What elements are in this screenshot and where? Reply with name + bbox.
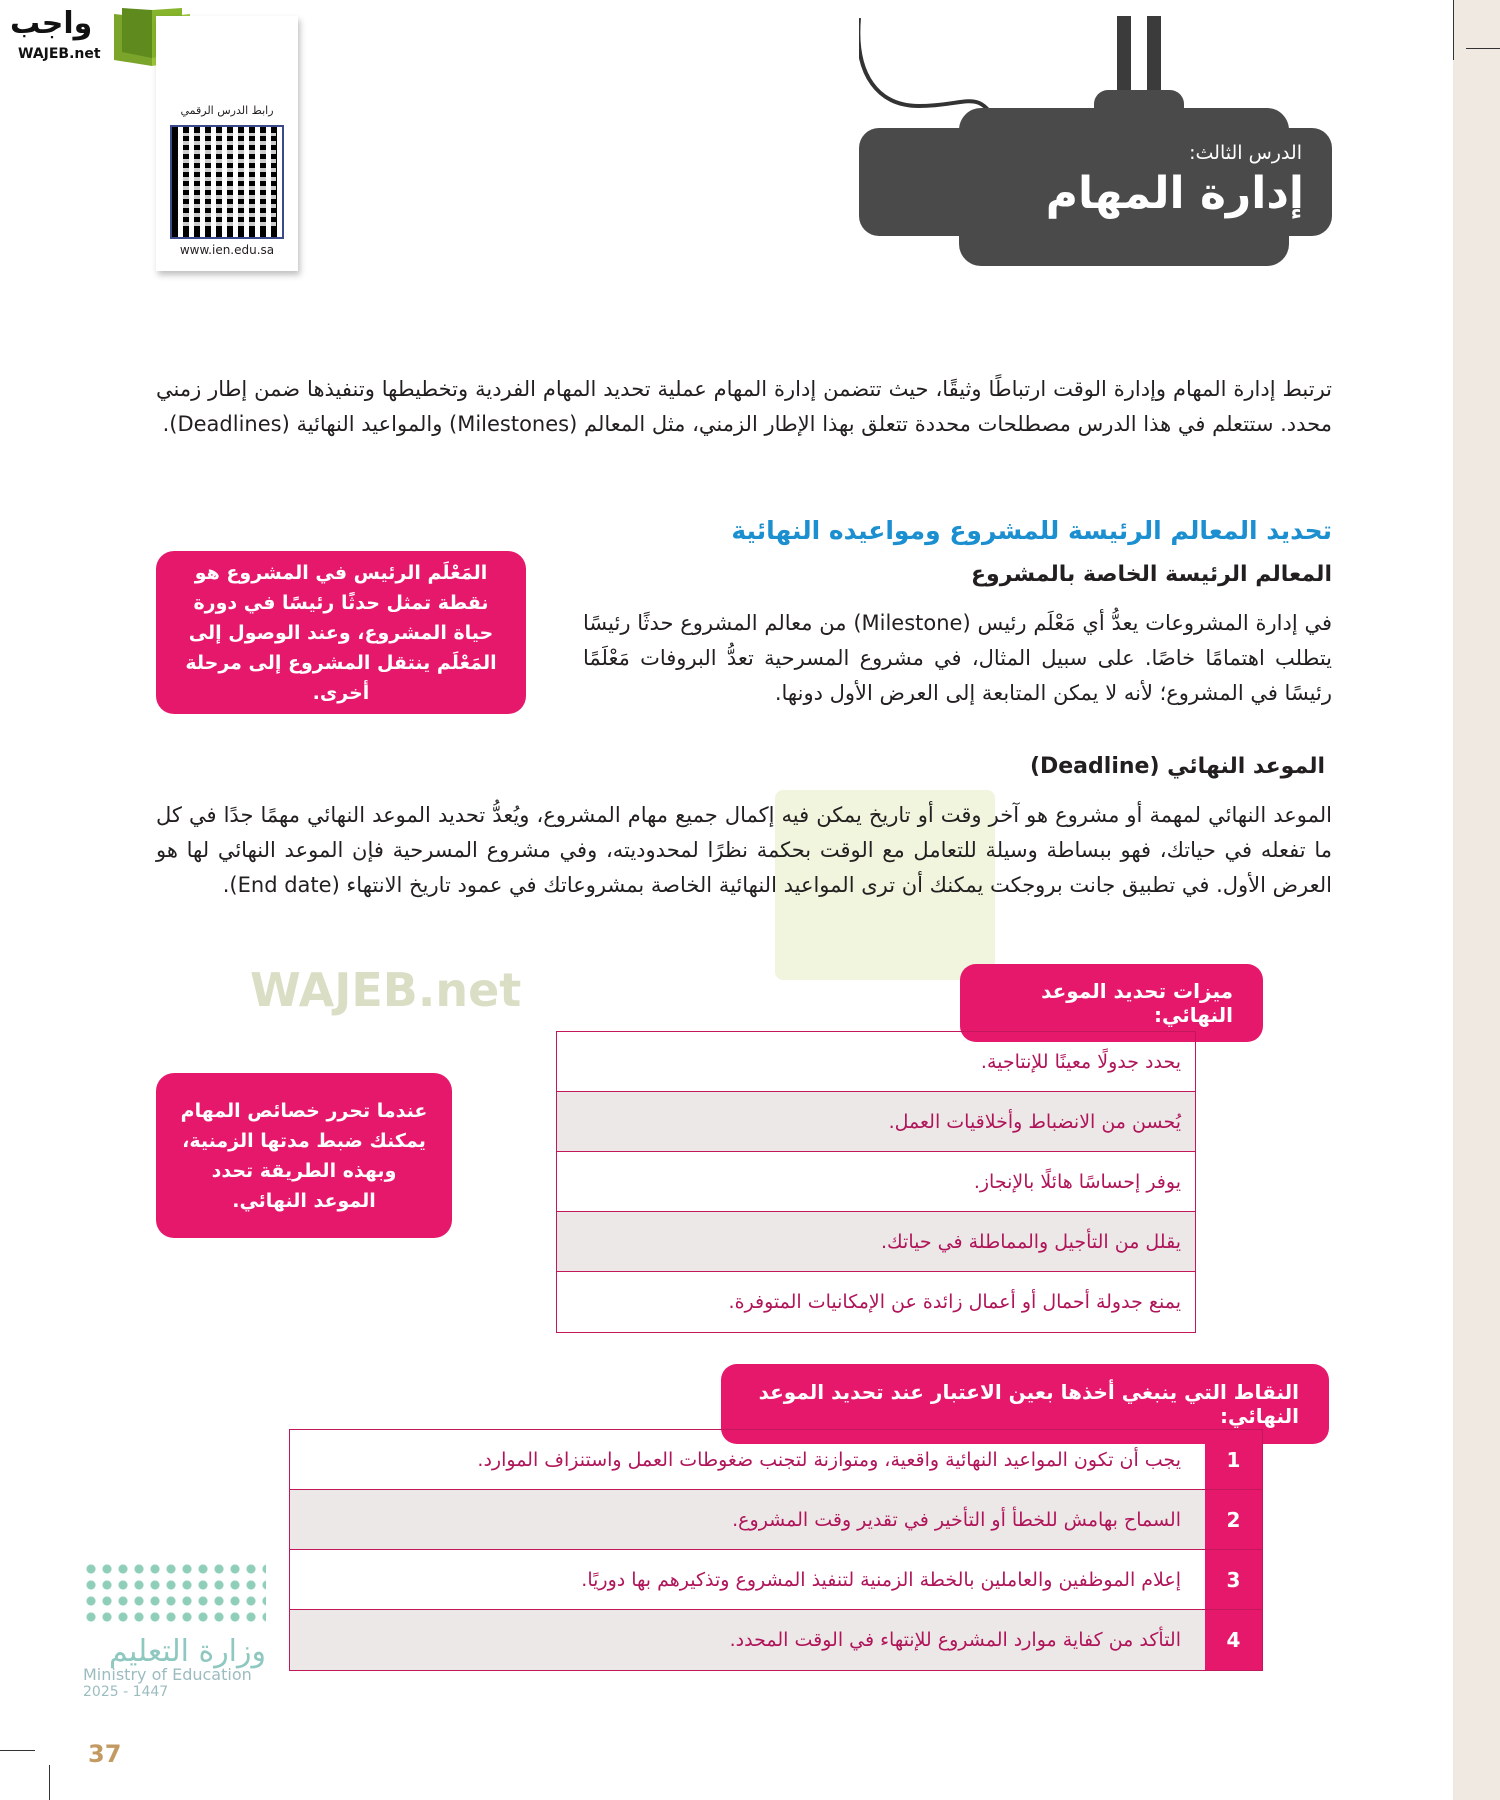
deadline-paragraph: الموعد النهائي لمهمة أو مشروع هو آخر وقت أو تاريخ يمكن فيه إكمال جميع مهام المشروع، ويُعدُّ تحديد الموعد النهائي مهمًا جدًا في كل ما تفعله في حياتك، فهو ببساطة وسيلة للتعامل مع الوقت بحكمة نظرًا لمحدوديته، وفي مشروع المسرحية فإن الموعد النهائي لها هو العرض الأول. في تطبيق جانت بروجكت يمكنك أن ترى المواعيد النهائية الخاصة بمشروعاتك في عمود تاريخ الانتهاء (End date). (156, 803, 1332, 897)
milestones-heading: المعالم الرئيسة الخاصة بالمشروع (970, 562, 1332, 587)
edition-year: 2025 - 1447 (83, 1684, 169, 1700)
row-text: السماح بهامش للخطأ أو التأخير في تقدير وقت المشروع. (732, 1508, 1181, 1531)
table-row (290, 1430, 1262, 1490)
ministry-name-ar: وزارة التعليم (108, 1634, 266, 1669)
milestones-paragraph: في إدارة المشروعات يعدُّ أي مَعْلَم رئيس (Milestone) من معالم المشروع حدثًا رئيسًا يتطلب اهتمامًا خاصًا. على سبيل المثال، في مشروع المسرحية تعدُّ البروفات مَعْلَمًا رئيسًا في المشروع؛ لأنه لا يمكن المتابعة إلى العرض الأول دونها. (583, 611, 1332, 705)
ministry-dots-icon (83, 1561, 266, 1626)
page-margin-strip (1453, 0, 1500, 1800)
row-text: التأكد من كفاية موارد المشروع للإنتهاء في الوقت المحدد. (729, 1629, 1181, 1651)
lesson-number: الدرس الثالث: (1189, 142, 1302, 164)
logo-text: واجب (10, 6, 93, 41)
crop-mark (1453, 0, 1454, 60)
benefits-title: ميزات تحديد الموعد النهائي: (960, 964, 1263, 1042)
qr-label: رابط الدرس الرقمي (180, 104, 274, 117)
list-item: يقلل من التأجيل والمماطلة في حياتك. (557, 1212, 1195, 1272)
table-row (290, 1490, 1262, 1550)
considerations-title: النقاط التي ينبغي أخذها بعين الاعتبار عند تحديد الموعد النهائي: (721, 1364, 1329, 1444)
ministry-logo (83, 1561, 266, 1731)
lesson-title: إدارة المهام (1045, 168, 1304, 219)
qr-code-icon[interactable] (170, 125, 284, 239)
table-row (290, 1610, 1262, 1670)
list-item: يوفر إحساسًا هائلًا بالإنجاز. (557, 1152, 1195, 1212)
section-heading: تحديد المعالم الرئيسة للمشروع ومواعيده النهائية (731, 516, 1332, 545)
row-text: يجب أن تكون المواعيد النهائية واقعية، ومتوازنة لتجنب ضغوطات العمل واستنزاف الموارد. (477, 1448, 1181, 1471)
watermark-text: WAJEB.net (250, 963, 522, 1017)
row-number: 2 (1205, 1490, 1262, 1549)
row-number: 1 (1205, 1430, 1262, 1489)
milestone-definition-note: المَعْلَم الرئيس في المشروع هو نقطة تمثل حدثًا رئيسًا في دورة حياة المشروع، وعند الوصول إلى المَعْلَم ينتقل المشروع إلى مرحلة أخرى. (156, 551, 526, 714)
logo-latin: WAJEB.net (18, 46, 101, 62)
list-item: يحدد جدولًا معينًا للإنتاجية. (557, 1032, 1195, 1092)
ministry-name-en: Ministry of Education (83, 1665, 252, 1684)
row-text: إعلام الموظفين والعاملين بالخطة الزمنية لتنفيذ المشروع وتذكيرهم بها دوريًا. (581, 1568, 1181, 1591)
lesson-title-block (859, 16, 1332, 266)
list-item: يُحسن من الانضباط وأخلاقيات العمل. (557, 1092, 1195, 1152)
benefits-table (556, 1031, 1196, 1333)
row-number: 4 (1205, 1610, 1262, 1670)
task-properties-note: عندما تحرر خصائص المهام يمكنك ضبط مدتها الزمنية، وبهذه الطريقة تحدد الموعد النهائي. (156, 1073, 452, 1238)
page-number: 37 (88, 1740, 122, 1768)
considerations-table (289, 1429, 1263, 1671)
digital-lesson-card[interactable] (156, 16, 298, 271)
crop-mark (49, 1765, 50, 1800)
table-row (290, 1550, 1262, 1610)
intro-paragraph: ترتبط إدارة المهام وإدارة الوقت ارتباطًا وثيقًا، حيث تتضمن إدارة المهام عملية تحديد المهام الفردية وتخطيطها وتنفيذها ضمن إطار زمني محدد. ستتعلم في هذا الدرس مصطلحات محددة تتعلق بهذا الإطار الزمني، مثل المعالم (Milestones) والمواعيد النهائية (Deadlines). (156, 377, 1332, 436)
list-item: يمنع جدولة أحمال أو أعمال زائدة عن الإمكانيات المتوفرة. (728, 1291, 1181, 1313)
crop-mark (0, 1750, 35, 1751)
row-number: 3 (1205, 1550, 1262, 1609)
qr-url[interactable]: www.ien.edu.sa (179, 243, 275, 257)
deadline-heading: الموعد النهائي (Deadline) (1029, 754, 1325, 779)
crop-mark (1466, 48, 1500, 49)
